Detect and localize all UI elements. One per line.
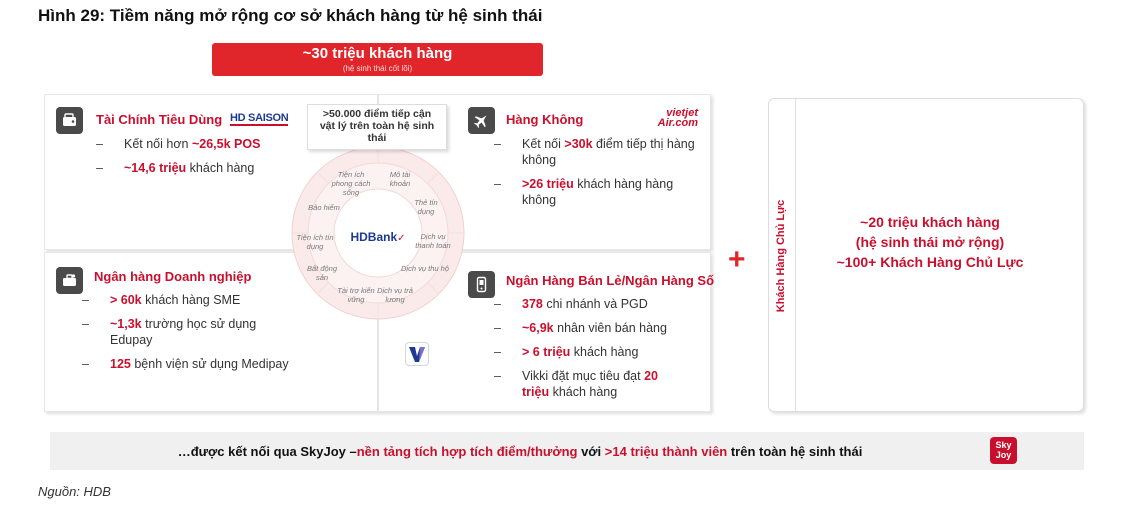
wheel-item-sponsorship: Tài trợ kiến vững — [337, 286, 375, 304]
mobile-bank-icon — [468, 271, 495, 298]
list-item: – ~1,3k trường học sử dụng Edupay — [82, 316, 272, 348]
skyjoy-statement — [50, 432, 990, 470]
figure-title: Hình 29: Tiềm năng mở rộng cơ sở khách hàng từ hệ sinh thái — [38, 6, 543, 25]
wheel-item-credit-card: Thẻ tín dụng — [414, 198, 438, 216]
hdbank-mark-icon: ✓ — [397, 233, 406, 244]
key-customers-vertical-label: Khách Hàng Chủ Lực — [774, 199, 787, 313]
wheel-item-open-account: Mô tài khoản — [389, 170, 411, 188]
core-ecosystem-sublabel: (hệ sinh thái cốt lõi) — [342, 64, 413, 73]
extended-ecosystem-label: (hệ sinh thái mở rộng) — [855, 234, 1005, 250]
list-item: – Kết nối >30k điểm tiếp thị hàng không — [494, 136, 704, 168]
wheel-item-lifestyle: Tiện ích phong cách sống — [331, 170, 371, 197]
vietjet-logo: vietjet Air.com — [657, 107, 698, 129]
skyjoy-statement-part3: với — [577, 443, 605, 459]
aviation-title: Hàng Không — [506, 112, 584, 127]
wallet-icon — [56, 107, 83, 134]
skyjoy-statement-part1: …được kết nối qua SkyJoy – — [177, 443, 357, 459]
wheel-item-real-estate: Bất động sản — [306, 264, 338, 282]
hdsaison-logo: HD SAISON — [230, 112, 289, 124]
list-item: – 125 bệnh viện sử dụng Medipay — [82, 356, 292, 372]
hdbank-logo — [336, 228, 420, 250]
skyjoy-statement-part2: nền tảng tích hợp tích điểm/thưởng — [356, 443, 578, 459]
list-item: – > 60k khách hàng SME — [82, 292, 292, 308]
consumer-finance-title: Tài Chính Tiêu Dùng — [96, 112, 223, 127]
wheel-item-credit-utility: Tiện ích tín dụng — [296, 233, 334, 251]
corporate-banking-title: Ngân hàng Doanh nghiệp — [94, 269, 252, 284]
list-item: – 378 chi nhánh và PGD — [494, 296, 704, 312]
hdbank-brand: HDBank — [350, 230, 398, 244]
list-item: – Vikki đặt mục tiêu đạt 20 triệu khách hàng — [494, 368, 684, 400]
retail-banking-bullets — [494, 296, 704, 408]
corporate-banking-bullets — [82, 292, 292, 380]
briefcase-icon — [56, 267, 83, 294]
airplane-icon — [468, 107, 495, 134]
key-customers-label: ~100+ Khách Hàng Chủ Lực — [836, 254, 1024, 270]
plus-sign: + — [728, 243, 746, 276]
touchpoint-callout — [307, 104, 447, 150]
vikki-logo-icon — [405, 342, 429, 366]
list-item: – ~6,9k nhân viên bán hàng — [494, 320, 704, 336]
aviation-bullets — [494, 136, 704, 216]
consumer-finance-bullets — [96, 136, 301, 184]
extended-ecosystem-text — [798, 212, 1062, 272]
skyjoy-statement-part5: trên toàn hệ sinh thái — [727, 443, 863, 459]
list-item: – >26 triệu khách hàng hàng không — [494, 176, 704, 208]
retail-banking-title: Ngân Hàng Bán Lẻ/Ngân Hàng Số — [506, 273, 715, 288]
list-item: – > 6 triệu khách hàng — [494, 344, 704, 360]
skyjoy-logo: Sky Joy — [990, 437, 1017, 464]
wheel-item-payment: Dịch vụ thanh toán — [415, 232, 451, 250]
source-note: Nguồn: HDB — [38, 484, 111, 499]
core-customers-label: ~30 triệu khách hàng — [302, 45, 453, 62]
extended-customers-label: ~20 triệu khách hàng — [860, 214, 1000, 230]
core-ecosystem-banner — [212, 43, 543, 76]
wheel-item-payroll: Dịch vụ trả lương — [377, 286, 413, 304]
skyjoy-statement-part4: >14 triệu thành viên — [604, 443, 728, 459]
wheel-item-collection: Dịch vụ thu hộ — [401, 264, 449, 273]
list-item: – ~14,6 triệu khách hàng — [96, 160, 301, 176]
touchpoint-callout-text: >50.000 điểm tiếp cận vật lý trên toàn hệ sinh thái — [319, 108, 435, 144]
wheel-item-insurance: Bảo hiểm — [308, 203, 340, 212]
list-item: – Kết nối hơn ~26,5k POS — [96, 136, 301, 152]
